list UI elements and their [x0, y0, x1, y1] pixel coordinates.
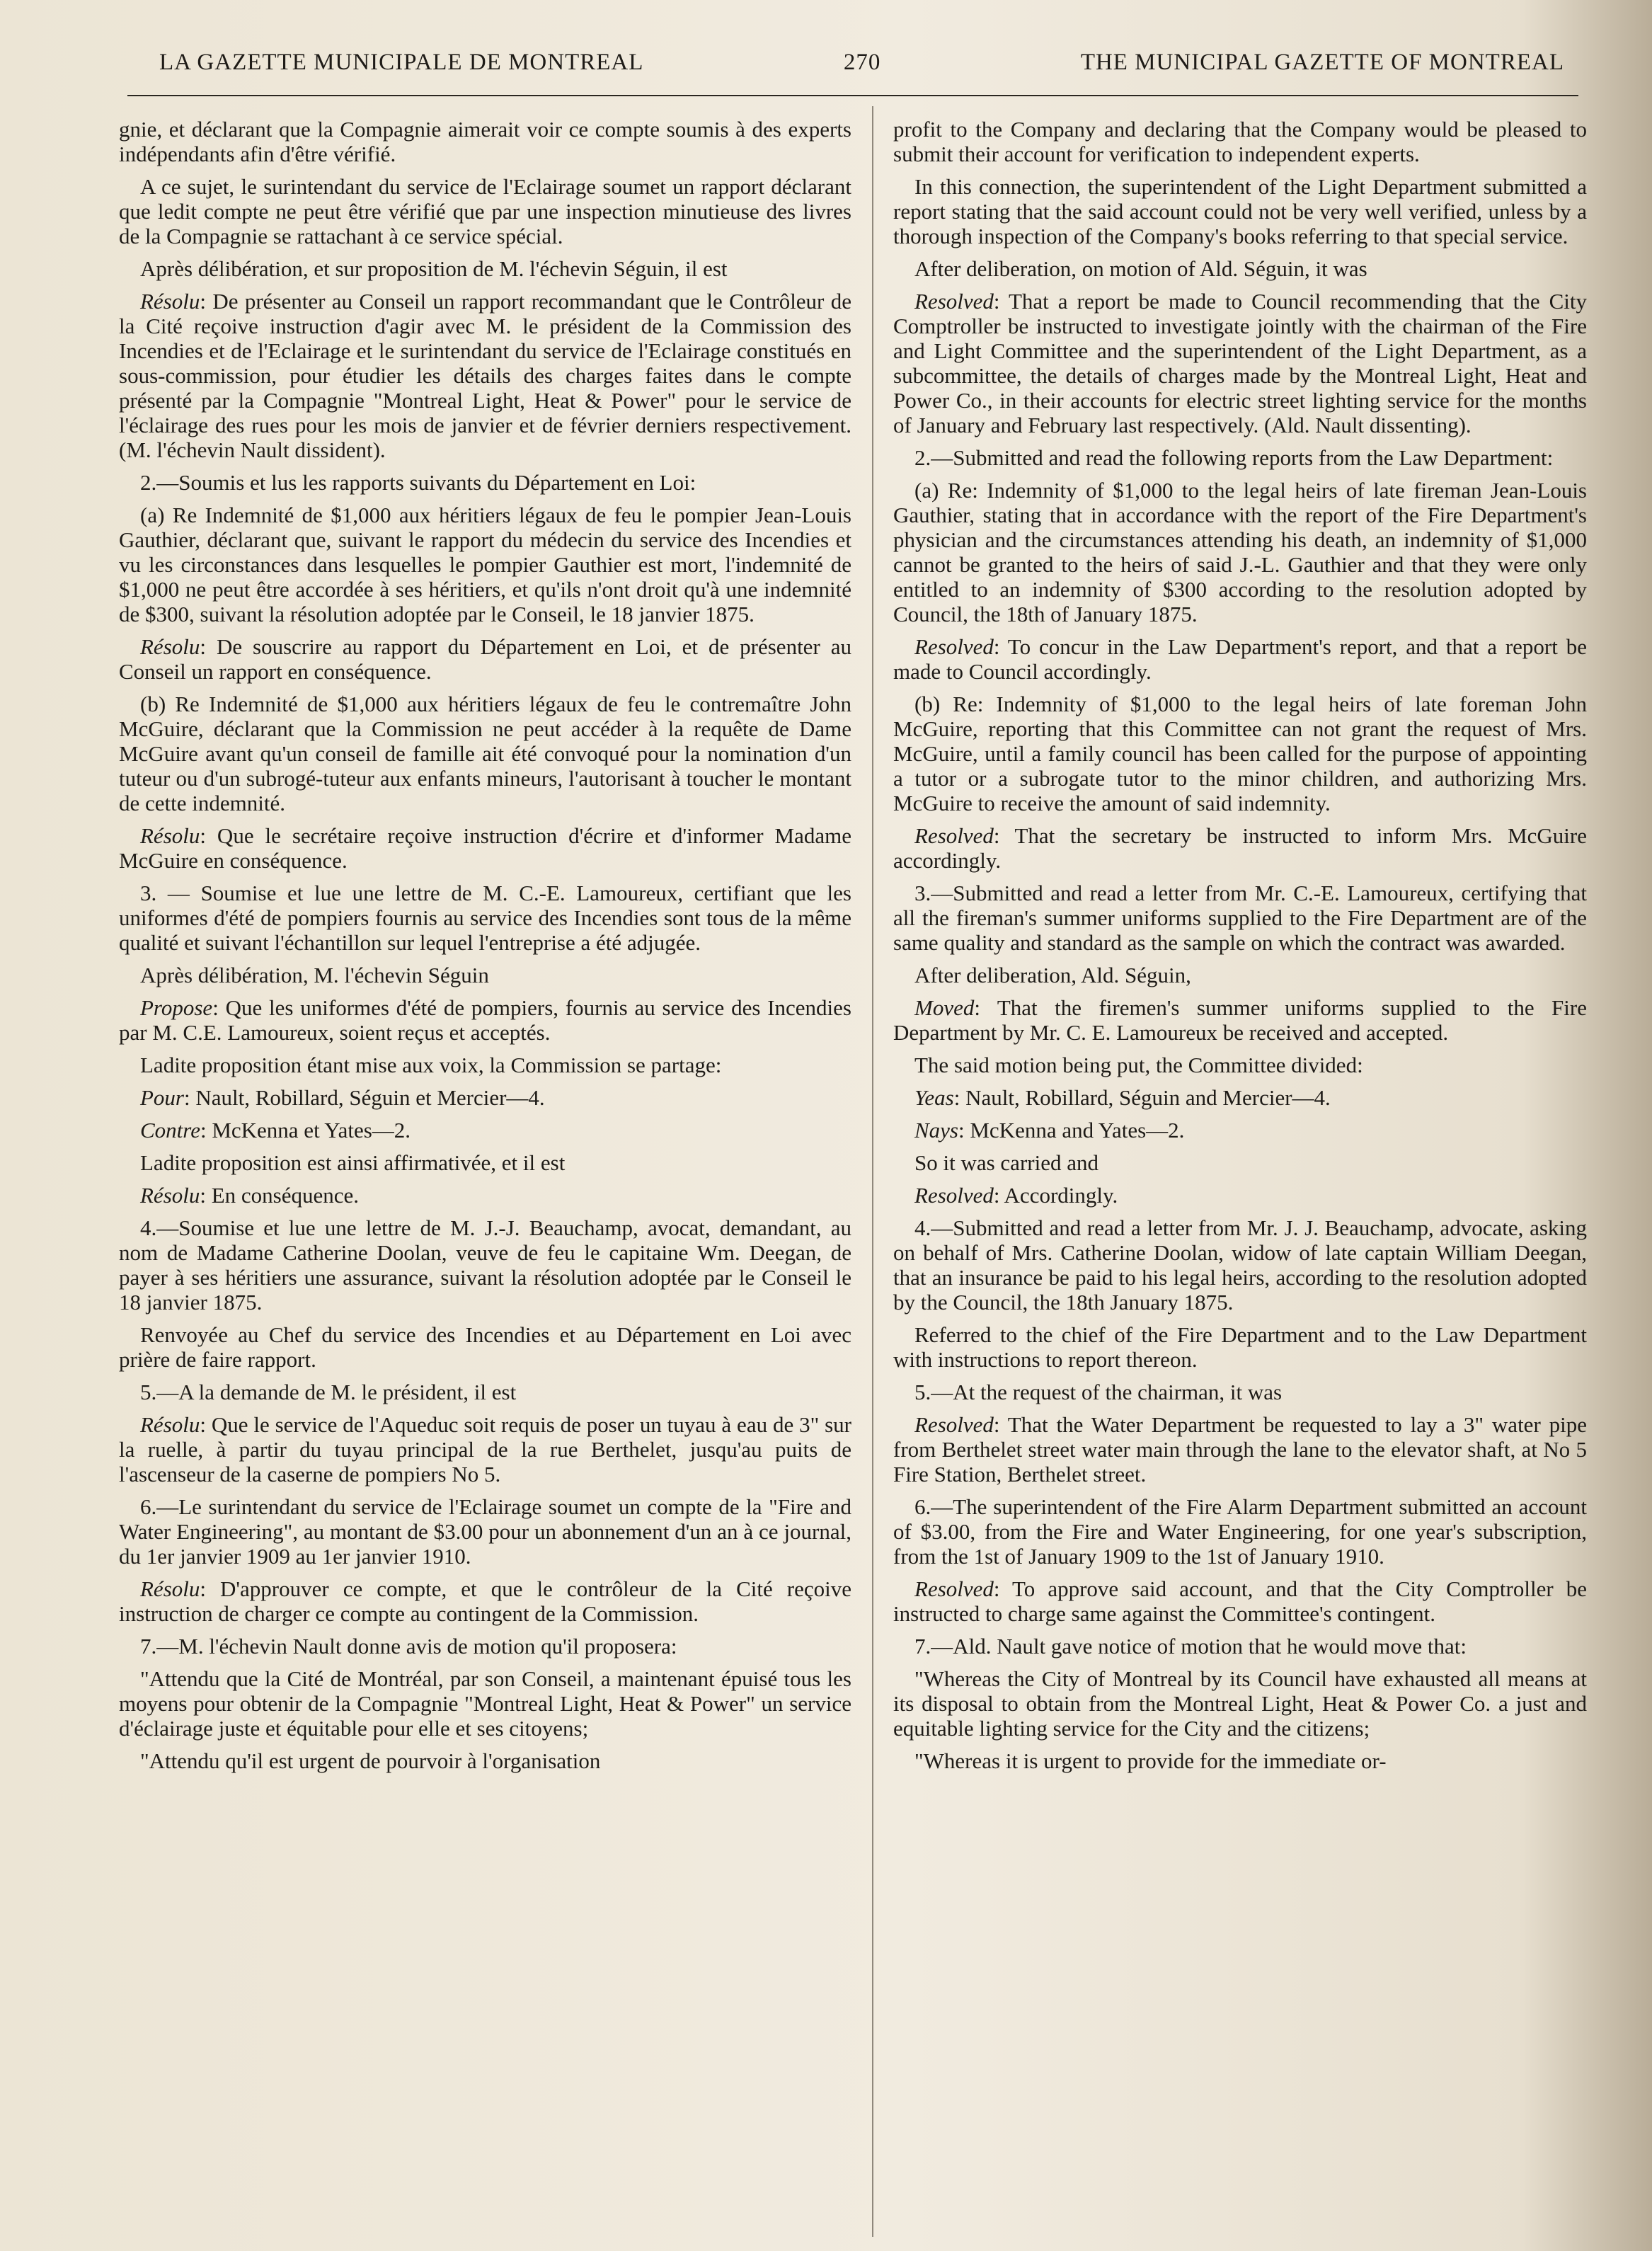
header-rule: [127, 95, 1578, 96]
paragraph-text: : That the firemen's summer uniforms supplied to the Fire Department by Mr. C. E. Lamoureux be received and accepted.: [893, 995, 1587, 1045]
paragraph-text: : McKenna et Yates—2.: [200, 1118, 411, 1142]
english-paragraph: [893, 963, 1587, 987]
paragraph-lead-word: Résolu: [140, 634, 200, 659]
french-paragraph: [119, 634, 851, 684]
french-paragraph: [119, 692, 851, 815]
french-paragraph: [119, 1183, 851, 1208]
paragraph-lead-word: Resolved: [914, 1183, 994, 1208]
paragraph-text: "Attendu qu'il est urgent de pourvoir à l'organisation: [140, 1748, 601, 1773]
paragraph-text: "Whereas it is urgent to provide for the immediate or-: [914, 1748, 1387, 1773]
english-paragraph: [893, 1118, 1587, 1142]
english-paragraph: [893, 289, 1587, 437]
french-column: [119, 117, 851, 2233]
french-paragraph: [119, 1118, 851, 1142]
paragraph-text: : Accordingly.: [993, 1183, 1118, 1208]
english-paragraph: [893, 1634, 1587, 1659]
english-paragraph: [893, 634, 1587, 684]
french-paragraph: [119, 1085, 851, 1110]
paragraph-lead-word: Résolu: [140, 1412, 200, 1437]
header-title-english: THE MUNICIPAL GAZETTE OF MONTREAL: [1080, 50, 1564, 75]
english-column: [893, 117, 1587, 2233]
paragraph-lead-word: Resolved: [914, 1576, 994, 1601]
paragraph-text: : Nault, Robillard, Séguin et Mercier—4.: [184, 1085, 545, 1110]
paragraph-text: : De souscrire au rapport du Département en Loi, et de présenter au Conseil un rapport en conséquence.: [119, 634, 851, 684]
header-title-french: LA GAZETTE MUNICIPALE DE MONTREAL: [159, 50, 644, 75]
paragraph-text: 4.—Submitted and read a letter from Mr. J. J. Beauchamp, advocate, asking on behalf of Mrs. Catherine Doolan, widow of late captain William Deegan, that an insurance be paid to his legal heirs, according to the resolution adopted by the Council, the 18th January 1875.: [893, 1215, 1587, 1314]
column-divider: [872, 106, 873, 2237]
french-paragraph: [119, 174, 851, 248]
paragraph-text: Referred to the chief of the Fire Department and to the Law Department with instructions to report thereon.: [893, 1322, 1587, 1372]
paragraph-text: 3. — Soumise et lue une lettre de M. C.-E. Lamoureux, certifiant que les uniformes d'été de pompiers fournis au service des Incendies sont tous de la même qualité et suivant l'échantillon sur lequel l'entreprise a été adjugée.: [119, 881, 851, 955]
paragraph-text: : De présenter au Conseil un rapport recommandant que le Contrôleur de la Cité reçoive instruction d'agir avec M. le président de la Commission des Incendies et de l'Eclairage et le surintendant du service de l'Eclairage constitués en sous-commission, pour étudier les détails des charges faites dans le compte présenté par la Compagnie "Montreal Light, Heat & Power" pour le service de l'éclairage des rues pour les mois de janvier et de février derniers respectivement. (M. l'échevin Nault dissident).: [119, 289, 851, 462]
french-paragraph: [119, 256, 851, 281]
french-paragraph: [119, 470, 851, 495]
paragraph-text: In this connection, the superintendent of the Light Department submitted a report stating that the said account could not be very well verified, unless by a thorough inspection of the Company's books referring to that special service.: [893, 174, 1587, 248]
paragraph-text: : En conséquence.: [200, 1183, 360, 1208]
paragraph-lead-word: Nays: [914, 1118, 958, 1142]
paragraph-text: : To approve said account, and that the City Comptroller be instructed to charge same against the Committee's contingent.: [893, 1576, 1587, 1626]
paragraph-lead-word: Pour: [140, 1085, 184, 1110]
paragraph-lead-word: Resolved: [914, 1412, 994, 1437]
paragraph-text: Après délibération, M. l'échevin Séguin: [140, 963, 489, 987]
english-paragraph: [893, 995, 1587, 1045]
english-paragraph: [893, 1215, 1587, 1314]
french-paragraph: [119, 1380, 851, 1404]
french-paragraph: [119, 881, 851, 955]
english-paragraph: [893, 692, 1587, 815]
english-paragraph: [893, 1666, 1587, 1741]
paragraph-text: profit to the Company and declaring that the Company would be pleased to submit their account for verification to independent experts.: [893, 117, 1587, 166]
paragraph-text: : D'approuver ce compte, et que le contrôleur de la Cité reçoive instruction de charger ce compte au contingent de la Commission.: [119, 1576, 851, 1626]
paragraph-text: 3.—Submitted and read a letter from Mr. C.-E. Lamoureux, certifying that all the fireman's summer uniforms supplied to the Fire Department are of the same quality and standard as the sample on which the contract was awarded.: [893, 881, 1587, 955]
english-paragraph: [893, 1380, 1587, 1404]
paragraph-text: (a) Re: Indemnity of $1,000 to the legal heirs of late fireman Jean-Louis Gauthier, stating that in accordance with the report of the Fire Department's physician and the circumstances attending his death, an indemnity of $1,000 cannot be granted to the heirs of said J.-L. Gauthier and that they were only entitled to an indemnity of $300 according to the resolution adopted by Council, the 18th of January 1875.: [893, 478, 1587, 626]
french-paragraph: [119, 995, 851, 1045]
paragraph-lead-word: Résolu: [140, 823, 200, 848]
paragraph-text: 6.—Le surintendant du service de l'Eclairage soumet un compte de la "Fire and Water Engineering", au montant de $3.00 pour un abonnement d'un an à ce journal, du 1er janvier 1909 au 1er janvier 1910.: [119, 1494, 851, 1569]
paragraph-text: 7.—Ald. Nault gave notice of motion that he would move that:: [914, 1634, 1467, 1659]
paragraph-lead-word: Résolu: [140, 1576, 200, 1601]
paragraph-text: : That the Water Department be requested to lay a 3" water pipe from Berthelet street water main through the lane to the elevator shaft, at No 5 Fire Station, Berthelet street.: [893, 1412, 1587, 1487]
paragraph-text: : McKenna and Yates—2.: [958, 1118, 1185, 1142]
french-paragraph: [119, 1150, 851, 1175]
paragraph-text: After deliberation, Ald. Séguin,: [914, 963, 1191, 987]
paragraph-text: So it was carried and: [914, 1150, 1099, 1175]
english-paragraph: [893, 174, 1587, 248]
english-paragraph: [893, 1748, 1587, 1773]
paragraph-text: : That a report be made to Council recommending that the City Comptroller be instructed to investigate jointly with the chairman of the Fire and Light Committee and the superintendent of the Light Department, as a subcommittee, the details of charges made by the Montreal Light, Heat and Power Co., in their accounts for electric street lighting service for the months of January and February last respectively. (Ald. Nault dissenting).: [893, 289, 1587, 437]
paragraph-lead-word: Contre: [140, 1118, 200, 1142]
english-paragraph: [893, 1183, 1587, 1208]
paragraph-text: After deliberation, on motion of Ald. Séguin, it was: [914, 256, 1367, 281]
french-paragraph: [119, 823, 851, 873]
french-paragraph: [119, 503, 851, 626]
paragraph-text: 4.—Soumise et lue une lettre de M. J.-J. Beauchamp, avocat, demandant, au nom de Madame Catherine Doolan, veuve de feu le capitaine Wm. Deegan, de payer à ses héritiers une assurance, suivant la résolution adoptée par le Conseil le 18 janvier 1875.: [119, 1215, 851, 1314]
paragraph-text: (b) Re: Indemnity of $1,000 to the legal heirs of late foreman John McGuire, reporting that this Committee can not grant the request of Mrs. McGuire, until a family council has been called for the purpose of appointing a tutor or a subrogate tutor to the minor children, and authorizing Mrs. McGuire to receive the amount of said indemnity.: [893, 692, 1587, 815]
english-paragraph: [893, 478, 1587, 626]
paragraph-lead-word: Résolu: [140, 289, 200, 314]
english-paragraph: [893, 1576, 1587, 1626]
paragraph-text: 5.—A la demande de M. le président, il est: [140, 1380, 517, 1404]
paragraph-text: 5.—At the request of the chairman, it was: [914, 1380, 1283, 1404]
paragraph-text: 2.—Soumis et lus les rapports suivants du Département en Loi:: [140, 470, 696, 495]
english-paragraph: [893, 1322, 1587, 1372]
paragraph-text: Renvoyée au Chef du service des Incendies et au Département en Loi avec prière de faire rapport.: [119, 1322, 851, 1372]
paragraph-lead-word: Propose: [140, 995, 213, 1020]
paragraph-lead-word: Yeas: [914, 1085, 954, 1110]
english-paragraph: [893, 117, 1587, 166]
paragraph-text: 2.—Submitted and read the following reports from the Law Department:: [914, 445, 1554, 470]
french-paragraph: [119, 1215, 851, 1314]
paragraph-text: (a) Re Indemnité de $1,000 aux héritiers légaux de feu le pompier Jean-Louis Gauthier, déclarant que, suivant le rapport du médecin du service des Incendies et vu les circonstances dans lesquelles le pompier Gauthier est mort, l'indemnité de $1,000 ne peut être accordée à ses héritiers, et qu'ils n'ont droit qu'à une indemnité de $300, suivant la résolution adoptée par le Conseil, le 18 janvier 1875.: [119, 503, 851, 626]
french-paragraph: [119, 1576, 851, 1626]
english-paragraph: [893, 1412, 1587, 1487]
paragraph-text: The said motion being put, the Committee divided:: [914, 1053, 1363, 1077]
paragraph-lead-word: Resolved: [914, 634, 994, 659]
paragraph-text: 6.—The superintendent of the Fire Alarm Department submitted an account of $3.00, from the Fire and Water Engineering, for one year's subscription, from the 1st of January 1909 to the 1st of January 1910.: [893, 1494, 1587, 1569]
paragraph-text: "Attendu que la Cité de Montréal, par son Conseil, a maintenant épuisé tous les moyens pour obtenir de la Compagnie "Montreal Light, Heat & Power" un service d'éclairage juste et équitable pour elle et ses citoyens;: [119, 1666, 851, 1741]
french-paragraph: [119, 1053, 851, 1077]
french-paragraph: [119, 1634, 851, 1659]
paragraph-text: : Que le service de l'Aqueduc soit requis de poser un tuyau à eau de 3" sur la ruelle, à partir du tuyau principal de la rue Berthelet, jusqu'au puits de l'ascenseur de la caserne de pompiers No 5.: [119, 1412, 851, 1487]
paragraph-text: (b) Re Indemnité de $1,000 aux héritiers légaux de feu le contremaître John McGuire, déclarant que la Commission ne peut accéder à la requête de Dame McGuire avant qu'un conseil de famille ait été convoqué pour la nomination d'un tuteur ou d'un subrogé-tuteur aux enfants mineurs, l'autorisant à toucher le montant de cette indemnité.: [119, 692, 851, 815]
paragraph-text: : Que les uniformes d'été de pompiers, fournis au service des Incendies par M. C.E. Lamoureux, soient reçus et acceptés.: [119, 995, 851, 1045]
page-header: [159, 50, 1564, 85]
english-paragraph: [893, 256, 1587, 281]
english-paragraph: [893, 1053, 1587, 1077]
paragraph-text: : To concur in the Law Department's report, and that a report be made to Council accordingly.: [893, 634, 1587, 684]
french-paragraph: [119, 1412, 851, 1487]
paragraph-text: A ce sujet, le surintendant du service de l'Eclairage soumet un rapport déclarant que ledit compte ne peut être vérifié que par une inspection minutieuse des livres de la Compagnie se rattachant à ce service spécial.: [119, 174, 851, 248]
paragraph-text: 7.—M. l'échevin Nault donne avis de motion qu'il proposera:: [140, 1634, 677, 1659]
paragraph-lead-word: Résolu: [140, 1183, 200, 1208]
english-paragraph: [893, 1150, 1587, 1175]
paragraph-text: Ladite proposition étant mise aux voix, la Commission se partage:: [140, 1053, 722, 1077]
english-paragraph: [893, 1494, 1587, 1569]
french-paragraph: [119, 1494, 851, 1569]
french-paragraph: [119, 1322, 851, 1372]
paragraph-text: Après délibération, et sur proposition de M. l'échevin Séguin, il est: [140, 256, 728, 281]
paragraph-text: gnie, et déclarant que la Compagnie aimerait voir ce compte soumis à des experts indépendants afin d'être vérifié.: [119, 117, 851, 166]
french-paragraph: [119, 963, 851, 987]
french-paragraph: [119, 117, 851, 166]
paragraph-lead-word: Resolved: [914, 289, 994, 314]
paragraph-text: : Nault, Robillard, Séguin and Mercier—4.: [953, 1085, 1331, 1110]
french-paragraph: [119, 1666, 851, 1741]
paragraph-text: : Que le secrétaire reçoive instruction d'écrire et d'informer Madame McGuire en conséquence.: [119, 823, 851, 873]
paragraph-text: Ladite proposition est ainsi affirmativée, et il est: [140, 1150, 566, 1175]
french-paragraph: [119, 289, 851, 462]
english-paragraph: [893, 1085, 1587, 1110]
paragraph-lead-word: Moved: [914, 995, 975, 1020]
french-paragraph: [119, 1748, 851, 1773]
paragraph-text: "Whereas the City of Montreal by its Council have exhausted all means at its disposal to obtain from the Montreal Light, Heat & Power Co. a just and equitable lighting service for the City and the citizens;: [893, 1666, 1587, 1741]
page-number: 270: [843, 50, 881, 75]
paragraph-text: : That the secretary be instructed to inform Mrs. McGuire accordingly.: [893, 823, 1587, 873]
english-paragraph: [893, 445, 1587, 470]
english-paragraph: [893, 881, 1587, 955]
english-paragraph: [893, 823, 1587, 873]
paragraph-lead-word: Resolved: [914, 823, 994, 848]
